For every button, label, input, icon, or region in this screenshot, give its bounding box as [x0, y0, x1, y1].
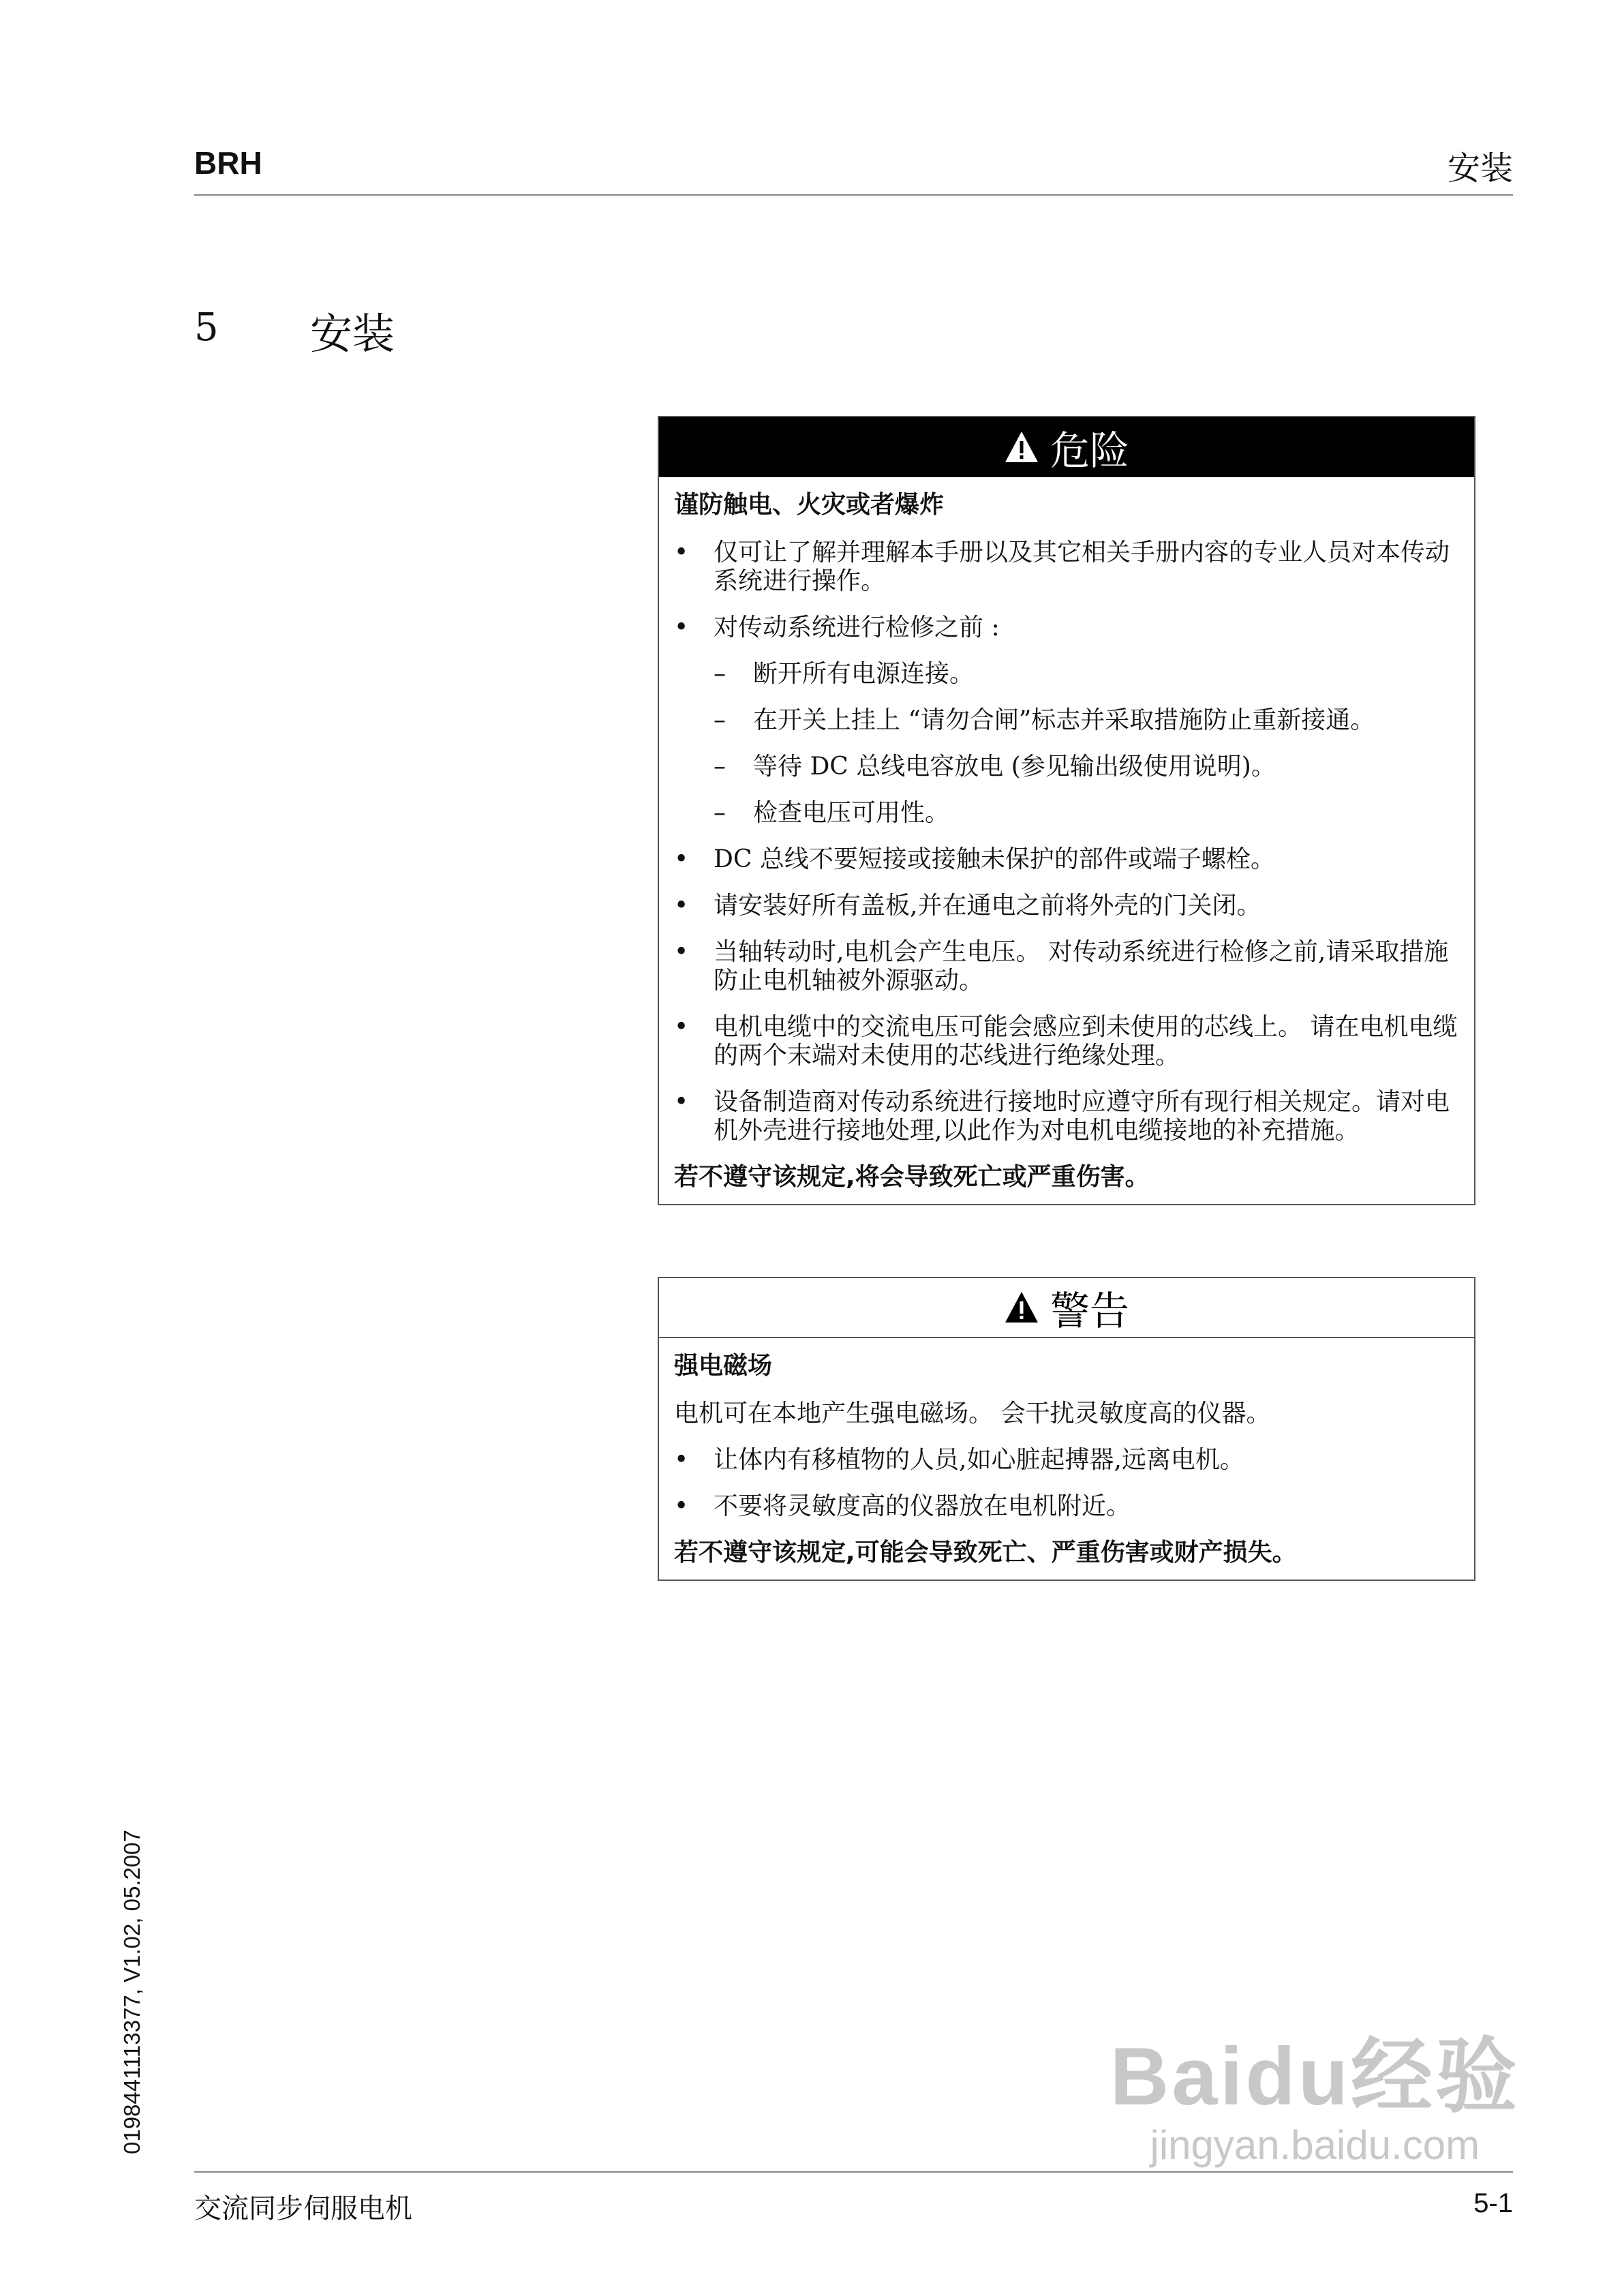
warning-triangle-icon: [1004, 429, 1039, 465]
sub-list-item: – 断开所有电源连接。: [714, 660, 975, 688]
watermark-brand: Baidu经验: [1110, 2031, 1520, 2122]
bullet-mark: •: [674, 1088, 689, 1116]
dash-mark: –: [714, 660, 726, 688]
danger-body: [659, 477, 1474, 1204]
bullet-mark: •: [674, 938, 689, 966]
chapter-title: 安装: [310, 309, 395, 359]
bullet-mark: •: [674, 539, 689, 567]
warning-intro: 电机可在本地产生强电磁场。 会干扰灵敏度高的仪器。: [674, 1400, 1271, 1428]
sub-list-item: – 在开关上挂上 “请勿合闸”标志并采取措施防止重新接通。: [714, 706, 1375, 734]
dash-mark: –: [714, 706, 726, 734]
warning-body: [659, 1338, 1474, 1580]
chapter-number: 5: [194, 305, 219, 350]
header-section-title: 安装: [1447, 149, 1513, 187]
sub-list-item: – 检查电压可用性。: [714, 799, 950, 827]
list-item: • DC 总线不要短接或接触未保护的部件或端子螺栓。: [674, 845, 1275, 873]
warning-consequence: 若不遵守该规定,可能会导致死亡、严重伤害或财产损失。: [674, 1539, 1297, 1567]
bullet-mark: •: [674, 614, 689, 641]
bullet-mark: •: [674, 1492, 689, 1520]
danger-title: 危险: [1050, 427, 1129, 474]
list-item: • 不要将灵敏度高的仪器放在电机附近。: [674, 1492, 1131, 1520]
list-item: • 对传动系统进行检修之前 :: [674, 614, 1000, 641]
warning-title: 警告: [1050, 1288, 1129, 1334]
danger-subtitle: 谨防触电、火灾或者爆炸: [674, 491, 945, 519]
list-item: • 设备制造商对传动系统进行接地时应遵守所有现行相关规定。请对电机外壳进行接地处理,以此作为对电机电缆接地的补充措施。: [674, 1088, 1450, 1145]
dash-mark: –: [714, 799, 726, 827]
bullet-mark: •: [674, 1013, 689, 1041]
page-number: 5-1: [1473, 2188, 1513, 2218]
warning-triangle-icon: [1004, 1290, 1039, 1325]
list-item: • 请安装好所有盖板,并在通电之前将外壳的门关闭。: [674, 892, 1261, 920]
sub-list-item: – 等待 DC 总线电容放电 (参见输出级使用说明)。: [714, 753, 1276, 781]
watermark: [1110, 2011, 1520, 2169]
bullet-mark: •: [674, 1446, 689, 1474]
dash-mark: –: [714, 753, 726, 781]
bullet-mark: •: [674, 845, 689, 873]
danger-header: [659, 417, 1474, 477]
footer-title: 交流同步伺服电机: [194, 2193, 412, 2224]
list-item: • 仅可让了解并理解本手册以及其它相关手册内容的专业人员对本传动系统进行操作。: [674, 539, 1450, 595]
list-item: • 当轴转动时,电机会产生电压。 对传动系统进行检修之前,请采取措施防止电机轴被外源驱动。: [674, 938, 1449, 995]
header-rule: [194, 194, 1513, 196]
warning-header: [659, 1278, 1474, 1338]
document-code: 0198441113377, V1.02, 05.2007: [119, 1830, 144, 2154]
bullet-mark: •: [674, 892, 689, 920]
danger-consequence: 若不遵守该规定,将会导致死亡或严重伤害。: [674, 1163, 1150, 1191]
danger-box: [658, 416, 1475, 1205]
footer-rule: [194, 2171, 1513, 2173]
list-item: • 电机电缆中的交流电压可能会感应到未使用的芯线上。 请在电机电缆的两个末端对未使用的芯线进行绝缘处理。: [674, 1013, 1458, 1070]
list-item: • 让体内有移植物的人员,如心脏起搏器,远离电机。: [674, 1446, 1244, 1474]
watermark-url: jingyan.baidu.com: [1150, 2122, 1480, 2168]
warning-subtitle: 强电磁场: [674, 1352, 773, 1380]
warning-box: [658, 1277, 1475, 1581]
header-product-code: BRH: [194, 145, 262, 181]
